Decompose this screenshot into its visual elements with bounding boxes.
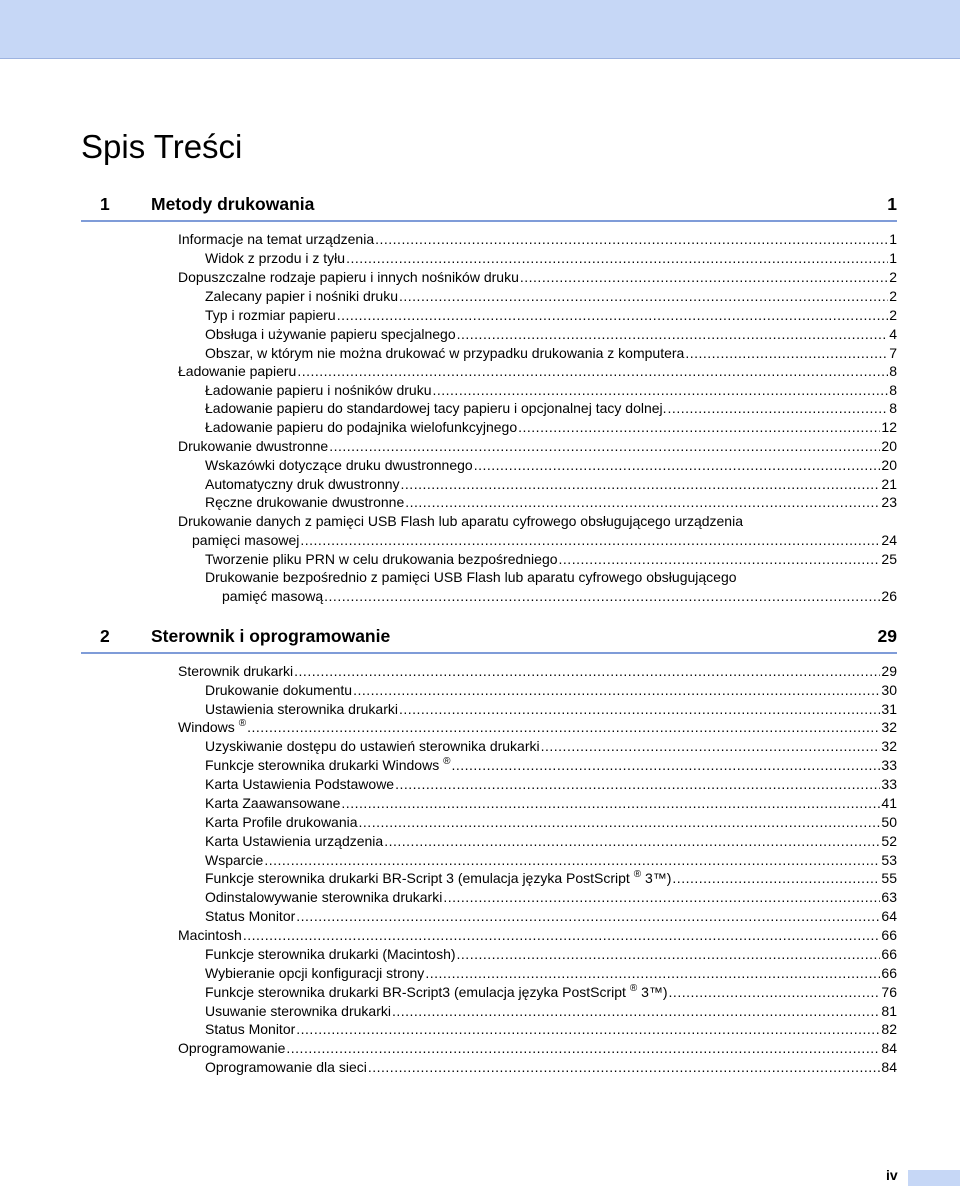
chapter-number: 1 [100,194,110,214]
toc-entry[interactable] [205,344,897,363]
toc-entry[interactable] [205,964,897,983]
toc-entry-text: Karta Ustawienia urządzenia [205,833,384,849]
toc-entry-text-group [178,718,246,737]
toc-entry-text: Zalecany papier i nośniki druku [205,288,398,304]
toc-entry-text-group [205,832,383,851]
chapter-number: 2 [100,626,110,646]
dot-leader [264,851,880,870]
toc-entry-page: 1 [889,231,897,247]
footer-band [908,1170,960,1186]
toc-entry-text: Obszar, w którym nie można drukować w przypadku drukowania z komputera [205,345,685,361]
dot-leader [668,399,889,418]
toc-entry-text-group [205,700,398,719]
toc-entry-text: Informacje na temat urządzenia [178,231,375,247]
chapter-page: 1 [887,194,897,214]
toc-entry-text-group [205,475,400,494]
toc-entry-text-group [205,287,398,306]
toc-entry-page: 32 [881,719,897,735]
dot-leader [518,418,880,437]
toc-entry-page: 84 [881,1059,897,1075]
toc-entry-text-group [178,230,374,249]
toc-entry[interactable] [178,1039,897,1058]
toc-entry[interactable] [178,437,897,456]
toc-entry[interactable] [205,1058,897,1077]
toc-entry[interactable] [205,287,897,306]
toc-entry-page: 26 [881,588,897,604]
toc-entry[interactable] [205,1020,897,1039]
chapter-title: Metody drukowania [151,194,315,214]
dot-leader [401,475,881,494]
dot-leader [457,945,881,964]
toc-entry-text-group [178,437,328,456]
toc-entry-text-group [205,945,456,964]
chapter-heading-1[interactable] [81,190,897,222]
toc-entry-text-group [205,344,684,363]
dot-leader [399,700,880,719]
toc-entry[interactable] [205,851,897,870]
toc-entry[interactable] [178,230,897,249]
toc-entry-page: 66 [881,965,897,981]
toc-entry[interactable] [205,775,897,794]
toc-entry-line[interactable] [178,512,743,531]
dot-leader [432,381,888,400]
toc-entry-text: pamięci masowej [192,532,300,548]
toc-entry-page: 41 [881,795,897,811]
toc-entry[interactable] [178,718,897,737]
toc-entry-text-group [192,531,299,550]
toc-entry-page: 81 [881,1003,897,1019]
toc-entry-text-group [205,983,668,1002]
dot-leader [296,1020,880,1039]
page-number: iv [886,1167,898,1183]
dot-leader [425,964,880,983]
dot-leader [395,775,880,794]
toc-entry-page: 53 [881,852,897,868]
toc-entry-text: Ładowanie papieru do podajnika wielofunkcyjnego [205,419,518,435]
toc-entry-page: 33 [881,757,897,773]
toc-entry-page: 4 [889,326,897,342]
toc-entry-text: Usuwanie sterownika drukarki [205,1003,391,1019]
toc-entry-text-group [205,907,295,926]
toc-entry-page: 2 [889,269,897,285]
dot-leader [346,249,888,268]
toc-entry-text-group [205,381,431,400]
dot-leader [297,362,888,381]
toc-entry-page: 76 [881,984,897,1000]
chapter-page: 29 [877,626,897,646]
dot-leader [520,268,888,287]
toc-entry[interactable] [205,306,897,325]
toc-entry[interactable] [205,550,897,569]
dot-leader [392,1002,880,1021]
toc-entry-text-group [205,964,424,983]
toc-entry-text: Ustawienia sterownika drukarki [205,701,398,717]
dot-leader [286,1039,880,1058]
dot-leader [541,737,881,756]
toc-entry-text-group [205,325,456,344]
toc-entry-text-group [205,493,404,512]
dot-leader [329,437,880,456]
dot-leader [399,287,888,306]
toc-entry[interactable] [205,493,897,512]
toc-entry[interactable] [205,456,897,475]
toc-entry-text: Status Monitor [205,1021,296,1037]
toc-entry-page: 20 [881,438,897,454]
dot-leader [375,230,888,249]
toc-entry-text-group [205,1002,391,1021]
toc-entry-line[interactable] [205,568,737,587]
dot-leader [353,681,880,700]
toc-entry-text-suffix: 3™) [641,870,672,886]
toc-entry-text-group [205,681,352,700]
toc-entry-text: Funkcje sterownika drukarki Windows [205,757,440,773]
toc-entry-text: Uzyskiwanie dostępu do ustawień sterownika drukarki [205,738,540,754]
toc-entry-text-group [205,756,450,775]
toc-entry-text-group [178,268,519,287]
dot-leader [474,456,881,475]
toc-entry-text: Ładowanie papieru [178,363,297,379]
toc-entry-text: Wybieranie opcji konfiguracji strony [205,965,425,981]
toc-entry-text: Drukowanie dwustronne [178,438,329,454]
toc-entry-text: Typ i rozmiar papieru [205,307,336,323]
toc-entry-text: Karta Ustawienia Podstawowe [205,776,395,792]
toc-entry[interactable] [205,700,897,719]
dot-leader [443,888,880,907]
toc-entry-text-group [205,1020,295,1039]
toc-entry[interactable] [205,983,897,1002]
toc-entry-text: Macintosh [178,927,242,943]
toc-entry[interactable] [205,325,897,344]
toc-entry[interactable] [205,813,897,832]
toc-entry-page: 52 [881,833,897,849]
toc-entry[interactable] [205,1002,897,1021]
toc-entry[interactable] [205,475,897,494]
toc-entry-text-group [205,775,394,794]
toc-entry[interactable] [205,945,897,964]
dot-leader [337,306,888,325]
toc-entry[interactable] [205,794,897,813]
toc-entry-text-group [205,888,442,907]
toc-entry-text: Drukowanie dokumentu [205,682,353,698]
toc-entry-text: Widok z przodu i z tyłu [205,250,346,266]
toc-entry-text-group [222,587,323,606]
toc-entry[interactable] [205,249,897,268]
dot-leader [559,550,881,569]
toc-entry[interactable] [205,381,897,400]
toc-entry-text-group [205,794,340,813]
toc-entry[interactable] [205,756,897,775]
toc-entry[interactable] [178,268,897,287]
chapter-title: Sterownik i oprogramowanie [151,626,391,646]
toc-entry-text: Automatyczny druk dwustronny [205,476,400,492]
toc-entry-page: 23 [881,494,897,510]
toc-entry-text-group [205,1058,367,1077]
toc-entry-text: Karta Zaawansowane [205,795,341,811]
toc-entry-page: 29 [881,663,897,679]
toc-entry-page: 2 [889,288,897,304]
toc-entry-text: Wsparcie [205,852,264,868]
toc-entry-page: 30 [881,682,897,698]
toc-entry-page: 63 [881,889,897,905]
toc-entry[interactable] [205,681,897,700]
toc-entry[interactable] [205,399,897,418]
dot-leader [296,907,880,926]
toc-entry-page: 24 [881,532,897,548]
toc-entry[interactable] [205,737,897,756]
toc-entry-text: Odinstalowywanie sterownika drukarki [205,889,443,905]
toc-entry-page: 82 [881,1021,897,1037]
dot-leader [247,718,880,737]
dot-leader [685,344,888,363]
toc-entry-page: 8 [889,363,897,379]
toc-entry-page: 7 [889,345,897,361]
toc-entry-text: Ręczne drukowanie dwustronne [205,494,405,510]
toc-entry[interactable] [205,832,897,851]
toc-entry-text: Ładowanie papieru do standardowej tacy papieru i opcjonalnej tacy dolnej. [205,400,667,416]
toc-entry-page: 50 [881,814,897,830]
toc-entry-text-suffix: 3™) [637,984,668,1000]
toc-entry-page: 25 [881,551,897,567]
toc-entry-text-group [205,249,345,268]
toc-entry-text: Karta Profile drukowania [205,814,358,830]
toc-entry-text: Funkcje sterownika drukarki BR-Script 3 (emulacja języka PostScript [205,870,630,886]
toc-entry-text: Oprogramowanie [178,1040,286,1056]
toc-entry-text: Ładowanie papieru i nośników druku [205,382,432,398]
toc-entry-text-group [205,851,263,870]
dot-leader [669,983,881,1002]
chapter-heading-2[interactable] [81,622,897,654]
toc-entry-text-group [205,418,517,437]
dot-leader [243,926,881,945]
toc-entry-text: Funkcje sterownika drukarki (Macintosh) [205,946,456,962]
dot-leader [341,794,880,813]
toc-entry-page: 66 [881,927,897,943]
dot-leader [294,662,880,681]
toc-entry[interactable] [178,926,897,945]
toc-entry-text: Wskazówki dotyczące druku dwustronnego [205,457,473,473]
toc-entry[interactable] [205,418,897,437]
registered-mark: ® [629,983,638,994]
dot-leader [457,325,889,344]
page-title: Spis Treści [81,128,243,165]
toc-entry-text: Funkcje sterownika drukarki BR-Script3 (emulacja języka PostScript [205,984,626,1000]
dot-leader [300,531,880,550]
dot-leader [384,832,880,851]
toc-entry-text-group [205,456,473,475]
toc-entry-page: 8 [889,382,897,398]
toc-entry-text-group [178,1039,285,1058]
toc-entry[interactable] [178,362,897,381]
toc-entry-text-group [178,926,242,945]
dot-leader [672,869,880,888]
toc-entry-page: 20 [881,457,897,473]
toc-entry-text: Oprogramowanie dla sieci [205,1059,367,1075]
toc-entry-page: 12 [881,419,897,435]
toc-entry-text-group [205,550,558,569]
toc-entry-page: 21 [881,476,897,492]
toc-entry-page: 2 [889,307,897,323]
toc-entry-text: Status Monitor [205,908,296,924]
toc-entry-page: 66 [881,946,897,962]
dot-leader [368,1058,881,1077]
dot-leader [359,813,881,832]
toc-entry-text-group [205,306,336,325]
toc-entry[interactable] [222,587,897,606]
toc-entry-page: 33 [881,776,897,792]
toc-entry-page: 55 [881,870,897,886]
dot-leader [451,756,880,775]
toc-entry-page: 1 [889,250,897,266]
toc-entry-page: 8 [889,400,897,416]
toc-entry[interactable] [205,907,897,926]
toc-entry-text-group [205,869,671,888]
registered-mark: ® [443,756,451,767]
toc-entry-page: 31 [881,701,897,717]
toc-entry-page: 32 [881,738,897,754]
dot-leader [324,587,880,606]
toc-entry-text: Drukowanie danych z pamięci USB Flash lub aparatu cyfrowego obsługującego urządzenia [178,513,743,529]
toc-entry-text: Tworzenie pliku PRN w celu drukowania bezpośredniego [205,551,558,567]
toc-entry-text-group [205,737,540,756]
toc-entry-text: Drukowanie bezpośrednio z pamięci USB Flash lub aparatu cyfrowego obsługującego [205,569,737,585]
toc-entry[interactable] [192,531,897,550]
dot-leader [405,493,880,512]
toc-entry[interactable] [178,662,897,681]
toc-entry[interactable] [205,888,897,907]
toc-entry-text: Obsługa i używanie papieru specjalnego [205,326,456,342]
toc-entry[interactable] [205,869,897,888]
toc-entry-text-group [205,813,358,832]
toc-entry-text-group [205,399,667,418]
toc-entry-text: Dopuszczalne rodzaje papieru i innych nośników druku [178,269,519,285]
toc-entry-text-group [178,662,293,681]
toc-entry-text-group [178,362,296,381]
registered-mark: ® [238,718,247,729]
registered-mark: ® [633,869,642,880]
toc-entry-page: 64 [881,908,897,924]
toc-entry-text: Windows [178,719,235,735]
toc-entry-text: pamięć masową [222,588,324,604]
toc-entry-text: Sterownik drukarki [178,663,294,679]
toc-entry-page: 84 [881,1040,897,1056]
header-band [0,0,960,59]
